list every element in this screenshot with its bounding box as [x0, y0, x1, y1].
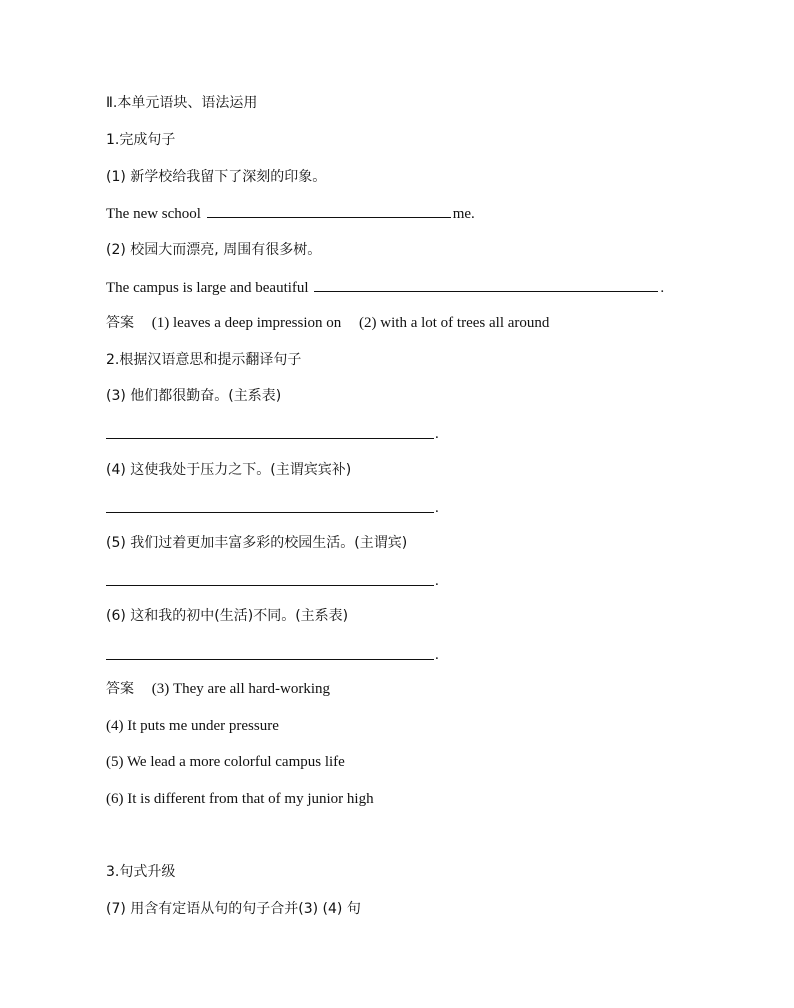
fill-blank[interactable]: [207, 203, 451, 218]
question-3-prompt: [106, 386, 281, 406]
question-6-prompt: [106, 606, 348, 626]
question-text: 他们都很勤奋。(主系表): [130, 388, 282, 404]
question-number: (6): [106, 608, 126, 624]
part1-answer: [106, 313, 549, 333]
part2-answer-3: [106, 679, 330, 699]
part3-heading: 3.句式升级: [106, 864, 176, 880]
answer-line-4[interactable]: [106, 512, 434, 513]
fill-blank[interactable]: [314, 277, 658, 292]
question-number: (4): [106, 462, 126, 478]
question-text: 这使我处于压力之下。(主谓宾宾补): [130, 462, 352, 478]
answer-line-5-period: .: [435, 573, 439, 589]
question-text: 校园大而漂亮, 周围有很多树。: [130, 242, 322, 258]
question-5-prompt: [106, 533, 407, 553]
sentence-start: The new school: [106, 206, 201, 222]
part2-answer-4: (4) It puts me under pressure: [106, 718, 279, 734]
section-title: Ⅱ.本单元语块、语法运用: [106, 95, 258, 111]
question-text: 这和我的初中(生活)不同。(主系表): [130, 608, 349, 624]
question-2-sentence: [106, 277, 664, 298]
question-number: (3): [106, 388, 126, 404]
answer-line-6-period: .: [435, 647, 439, 663]
question-text: 新学校给我留下了深刻的印象。: [130, 169, 327, 185]
question-text: 我们过着更加丰富多彩的校园生活。(主谓宾): [130, 535, 408, 551]
question-number: (5): [106, 535, 126, 551]
sentence-start: The campus is large and beautiful: [106, 280, 309, 296]
question-number: (1): [106, 169, 126, 185]
part1-heading: 1.完成句子: [106, 132, 176, 148]
sentence-end: .: [660, 280, 665, 296]
answer-line-6[interactable]: [106, 659, 434, 660]
answer-line-3-period: .: [435, 426, 439, 442]
answer-label: 答案: [106, 315, 134, 331]
part2-answer-5: (5) We lead a more colorful campus life: [106, 754, 345, 770]
part2-answer-6: (6) It is different from that of my junior high: [106, 791, 374, 807]
question-7-prompt: (7) 用含有定语从句的句子合并(3) (4) 句: [106, 901, 361, 917]
question-1-sentence: [106, 203, 475, 224]
question-1-prompt: [106, 167, 326, 187]
sentence-end: me.: [452, 206, 475, 222]
part2-heading: 2.根据汉语意思和提示翻译句子: [106, 352, 302, 368]
answer-label: 答案: [106, 681, 134, 697]
answer-line-4-period: .: [435, 500, 439, 516]
answer-line-3[interactable]: [106, 438, 434, 439]
question-4-prompt: [106, 460, 351, 480]
question-2-prompt: [106, 240, 321, 260]
answer-2: (2) with a lot of trees all around: [359, 315, 550, 331]
answer-line-5[interactable]: [106, 585, 434, 586]
answer-text: (3) They are all hard-working: [151, 681, 331, 697]
answer-1: (1) leaves a deep impression on: [151, 315, 342, 331]
question-number: (2): [106, 242, 126, 258]
